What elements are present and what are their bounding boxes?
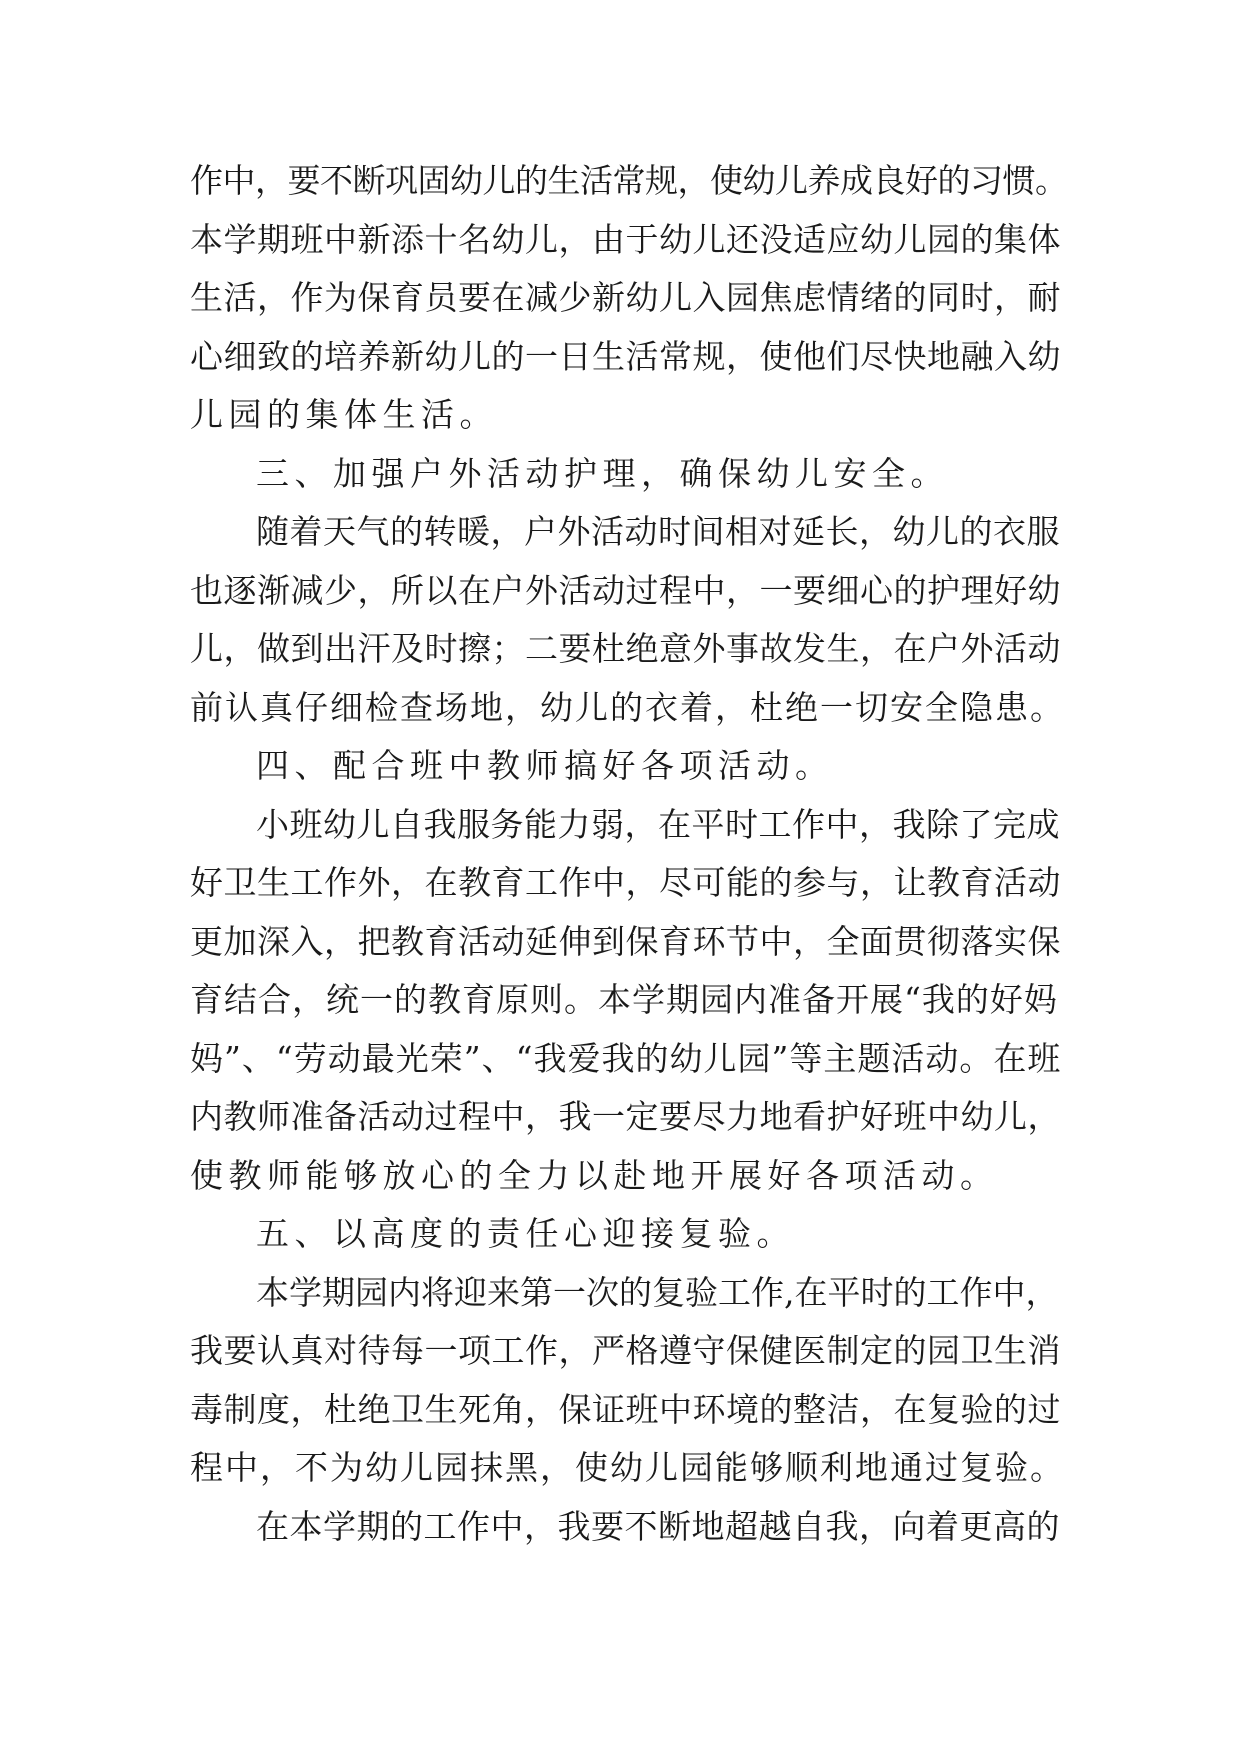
text-line: 本学期园内将迎来第一次的复验工作,在平时的工作中， xyxy=(256,1272,1059,1312)
text-line: 好卫生工作外，在教育工作中，尽可能的参与，让教育活动 xyxy=(190,863,1061,902)
text-line: 育结合，统一的教育原则。本学期园内准备开展“我的好妈 xyxy=(190,980,1058,1019)
text-line: 也逐渐减少，所以在户外活动过程中，一要细心的护理好幼 xyxy=(190,570,1061,610)
text-line: 在本学期的工作中，我要不断地超越自我，向着更高的 xyxy=(256,1506,1060,1546)
text-line: 儿园的集体生活。 xyxy=(190,395,498,434)
section-heading-5: 五、以高度的责任心迎接复验。 xyxy=(256,1214,795,1253)
text-line: 内教师准备活动过程中，我一定要尽力地看护好班中幼儿， xyxy=(190,1097,1061,1136)
text-line: 作中，要不断巩固幼儿的生活常规，使幼儿养成良好的习惯。 xyxy=(190,161,1068,200)
section-heading-4: 四、配合班中教师搞好各项活动。 xyxy=(256,746,834,785)
document-body xyxy=(190,152,1070,1556)
text-line: 毒制度，杜绝卫生死角，保证班中环境的整洁，在复验的过 xyxy=(190,1389,1061,1429)
text-line: 儿，做到出汗及时擦；二要杜绝意外事故发生，在户外活动 xyxy=(190,629,1061,668)
text-line: 程中，不为幼儿园抹黑，使幼儿园能够顺利地通过复验。 xyxy=(190,1448,1065,1487)
text-line: 随着天气的转暖，户外活动时间相对延长，幼儿的衣服 xyxy=(256,512,1060,551)
text-line: 妈”、“劳动最光荣”、“我爱我的幼儿园”等主题活动。在班 xyxy=(190,1038,1062,1078)
text-line: 前认真仔细检查场地，幼儿的衣着，杜绝一切安全隐患。 xyxy=(190,687,1065,727)
section-heading-3: 三、加强户外活动护理，确保幼儿安全。 xyxy=(256,453,949,493)
text-line: 生活，作为保育员要在减少新幼儿入园焦虑情绪的同时，耐 xyxy=(190,278,1061,317)
text-line: 本学期班中新添十名幼儿，由于幼儿还没适应幼儿园的集体 xyxy=(190,219,1061,259)
text-line: 心细致的培养新幼儿的一日生活常规，使他们尽快地融入幼 xyxy=(190,336,1061,376)
text-line: 我要认真对待每一项工作，严格遵守保健医制定的园卫生消 xyxy=(190,1331,1061,1370)
text-line: 更加深入，把教育活动延伸到保育环节中，全面贯彻落实保 xyxy=(190,921,1061,961)
text-line: 小班幼儿自我服务能力弱，在平时工作中，我除了完成 xyxy=(256,804,1060,844)
text-line: 使教师能够放心的全力以赴地开展好各项活动。 xyxy=(190,1155,999,1195)
